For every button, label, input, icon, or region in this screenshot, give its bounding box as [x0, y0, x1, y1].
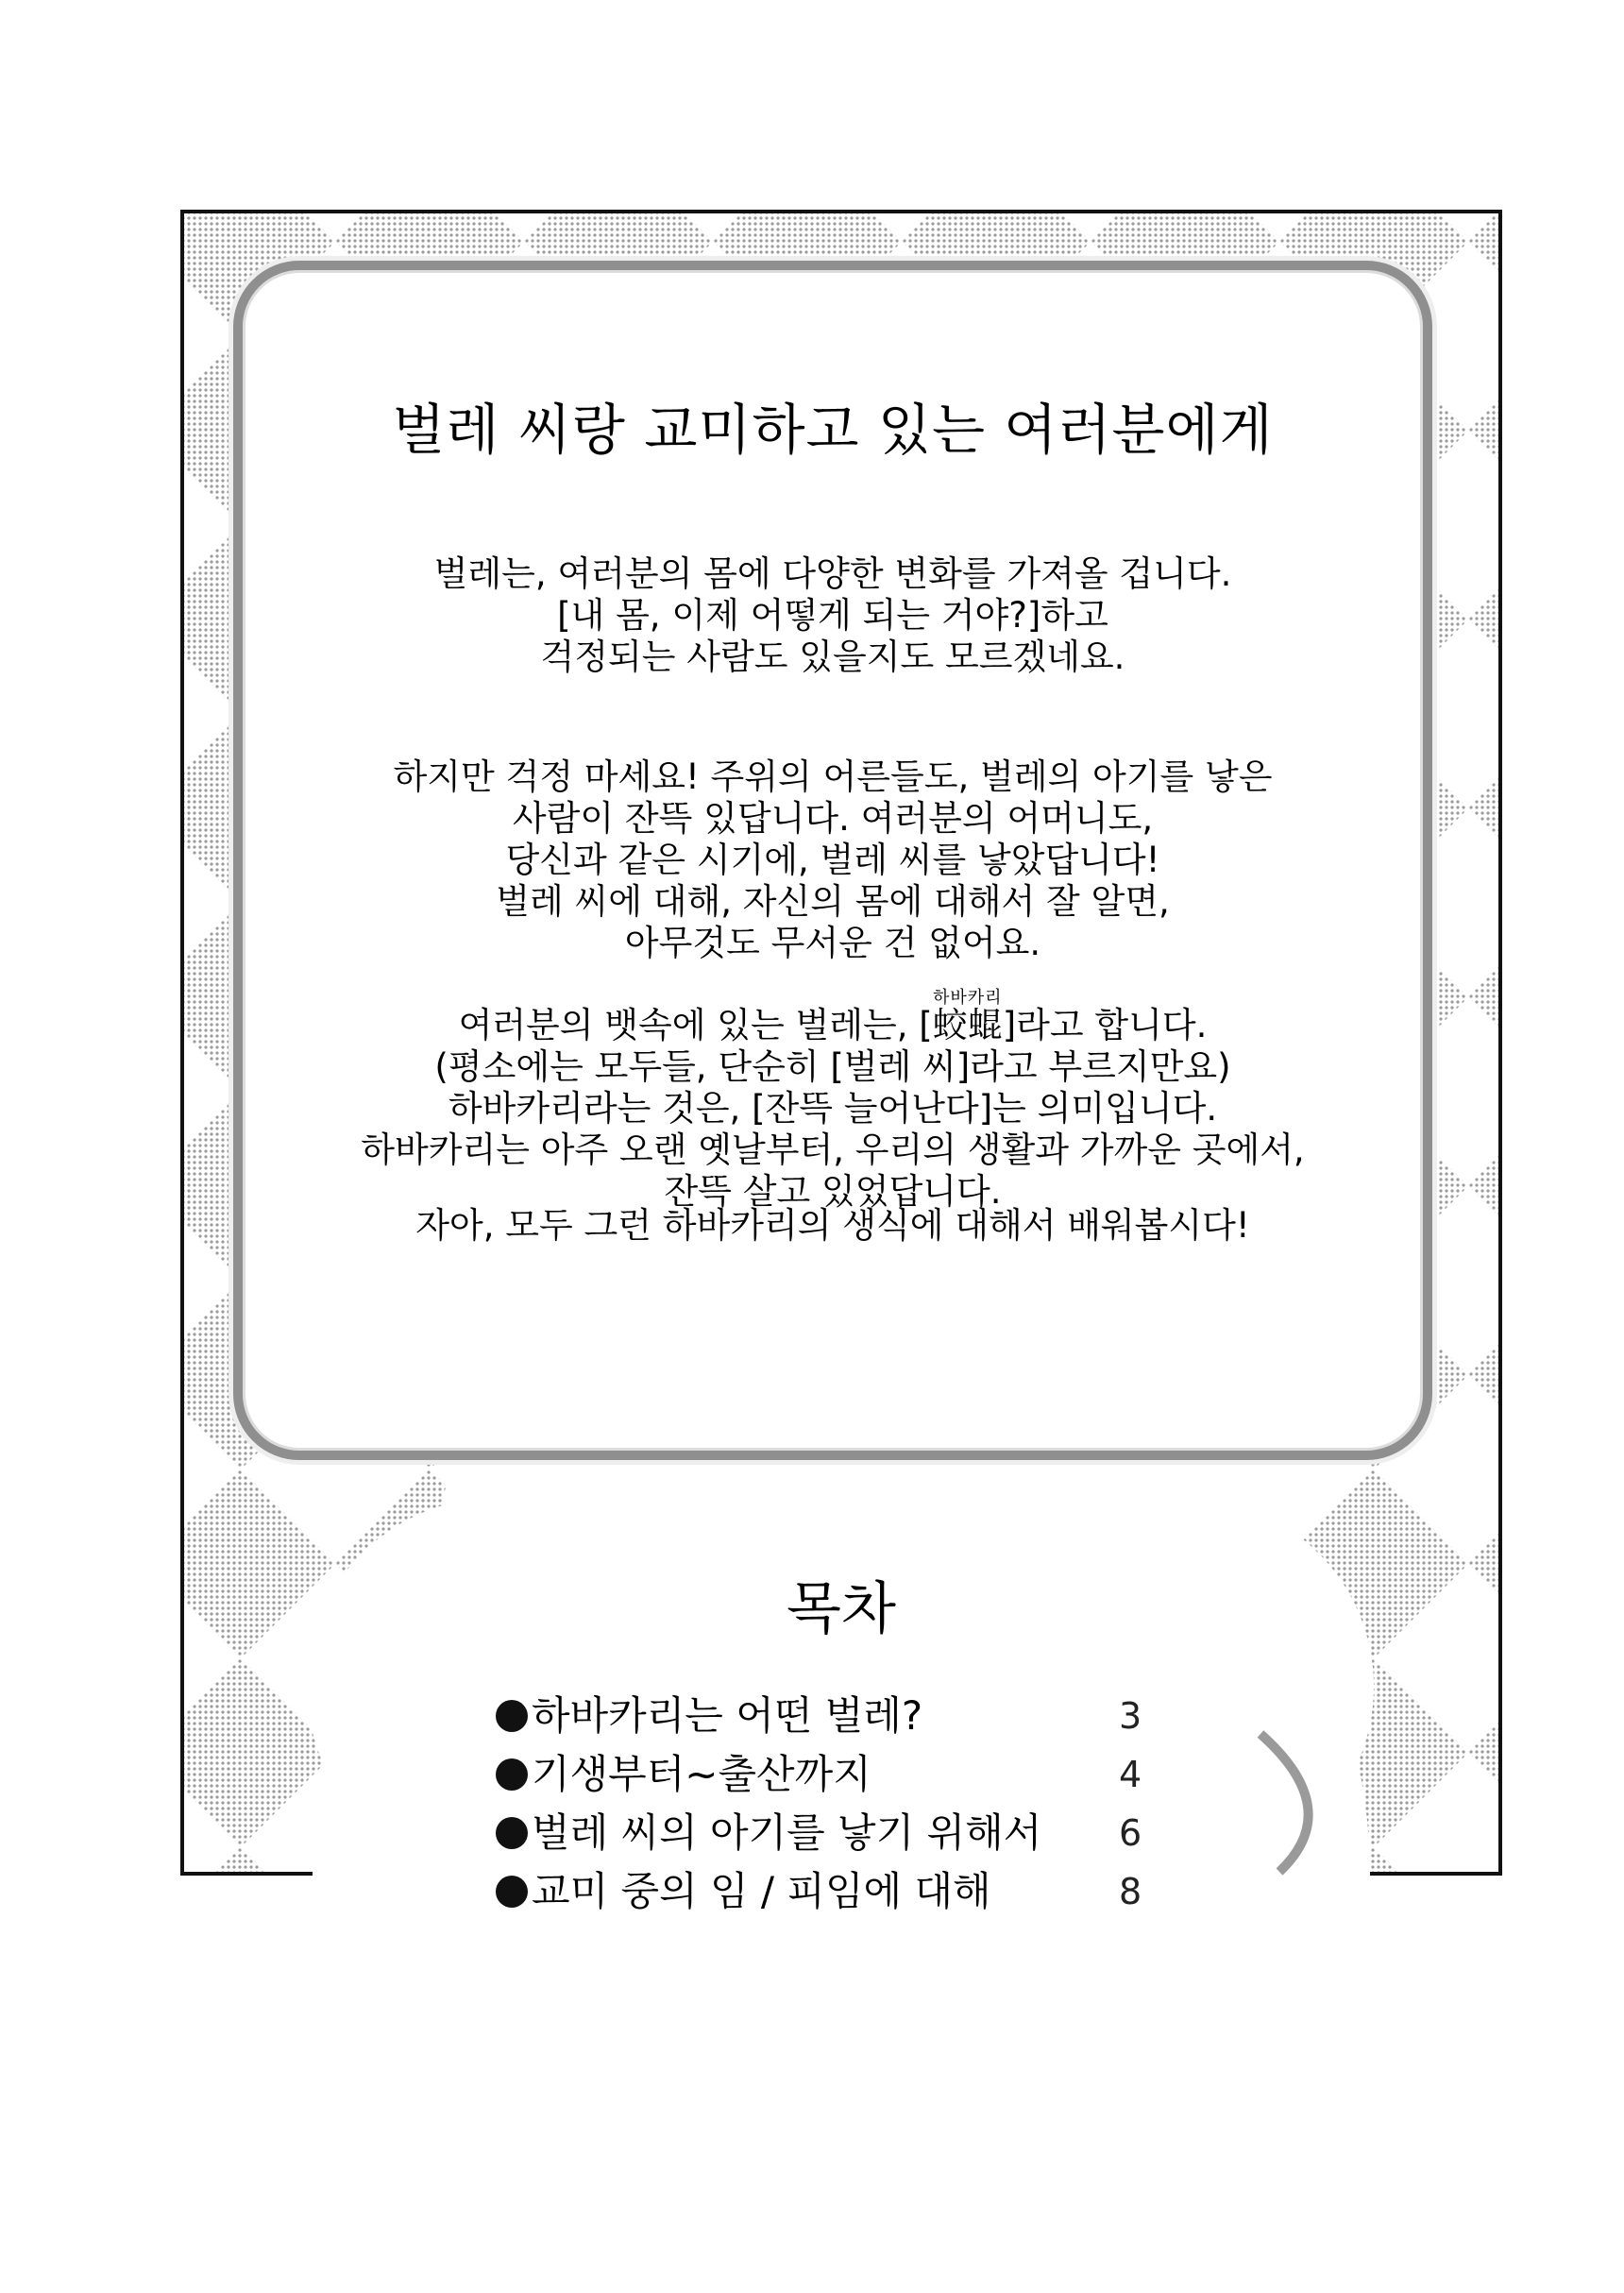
bullet-icon [496, 1876, 528, 1908]
ruby-text: 하바카리 [932, 988, 1003, 1008]
text-line: [내 몸, 이제 어떻게 되는 거야?]하고 [557, 595, 1108, 636]
toc-item[interactable] [496, 1862, 1157, 1921]
toc-title: 목차 [787, 1576, 896, 1642]
toc-item[interactable] [496, 1804, 1157, 1862]
toc-item-label: 하바카리는 어떤 벌레? [532, 1692, 923, 1739]
toc-item-label-wrap [496, 1745, 871, 1804]
toc-item-label-wrap [496, 1804, 1041, 1862]
toc-item[interactable] [496, 1687, 1157, 1745]
text-line: 당신과 같은 시기에, 벌레 씨를 낳았답니다! [505, 840, 1160, 880]
toc-item-label-wrap [496, 1862, 991, 1921]
text-line: 벌레 씨에 대해, 자신의 몸에 대해서 잘 알면, [496, 881, 1170, 922]
bullet-icon [496, 1758, 528, 1791]
text-segment: 여러분의 뱃속에 있는 벌레는, [ [458, 1005, 933, 1045]
text-line: 하지만 걱정 마세요! 주위의 어른들도, 벌레의 아기를 낳은 [393, 756, 1273, 797]
toc-item-label: 기생부터~출산까지 [532, 1751, 871, 1797]
ruby-base: 蛟蜫 [932, 1005, 1003, 1045]
page-frame [180, 210, 1502, 1914]
toc-item-page: 8 [1119, 1871, 1142, 1912]
intro-paragraph-1 [280, 553, 1385, 678]
text-line: 사람이 잔뜩 있답니다. 여러분의 어머니도, [512, 798, 1154, 839]
text-line: 하바카리는 아주 오랜 옛날부터, 우리의 생활과 가까운 곳에서, [361, 1130, 1305, 1170]
bullet-icon [496, 1817, 528, 1849]
text-line: 잔뜩 살고 있었답니다. [664, 1171, 1002, 1212]
toc-item-page: 3 [1119, 1695, 1142, 1737]
toc-item-label: 벌레 씨의 아기를 낳기 위해서 [532, 1809, 1042, 1856]
text-line: (평소에는 모두들, 단순히 [벌레 씨]라고 부르지만요) [434, 1046, 1231, 1087]
intro-title: 벌레 씨랑 교미하고 있는 여러분에게 [392, 398, 1274, 462]
text-line: 벌레는, 여러분의 몸에 다양한 변화를 가져올 겁니다. [433, 553, 1232, 594]
bullet-icon [496, 1700, 528, 1732]
toc-item-label-wrap [496, 1687, 922, 1745]
toc-item[interactable] [496, 1745, 1157, 1804]
text-line: 하바카리라는 것은, [잔뜩 늘어난다]는 의미입니다. [448, 1088, 1218, 1129]
intro-panel [233, 261, 1432, 1460]
intro-paragraph-4: 자아, 모두 그런 하바카리의 생식에 대해서 배워봅시다! [415, 1205, 1250, 1246]
intro-paragraph-2 [280, 756, 1385, 964]
text-line: 걱정되는 사람도 있을지도 모르겠네요. [540, 637, 1125, 677]
toc-item-page: 4 [1119, 1754, 1142, 1795]
text-line: 아무것도 무서운 건 없어요. [624, 923, 1041, 963]
table-of-contents [496, 1687, 1157, 1921]
text-line-with-ruby [280, 988, 1385, 1046]
toc-item-label: 교미 중의 임 / 피임에 대해 [532, 1868, 991, 1914]
intro-paragraph-3 [280, 988, 1385, 1213]
toc-item-page: 6 [1119, 1812, 1142, 1854]
ruby-annotation [932, 988, 1003, 1045]
text-segment: ]라고 합니다. [1002, 1005, 1208, 1045]
